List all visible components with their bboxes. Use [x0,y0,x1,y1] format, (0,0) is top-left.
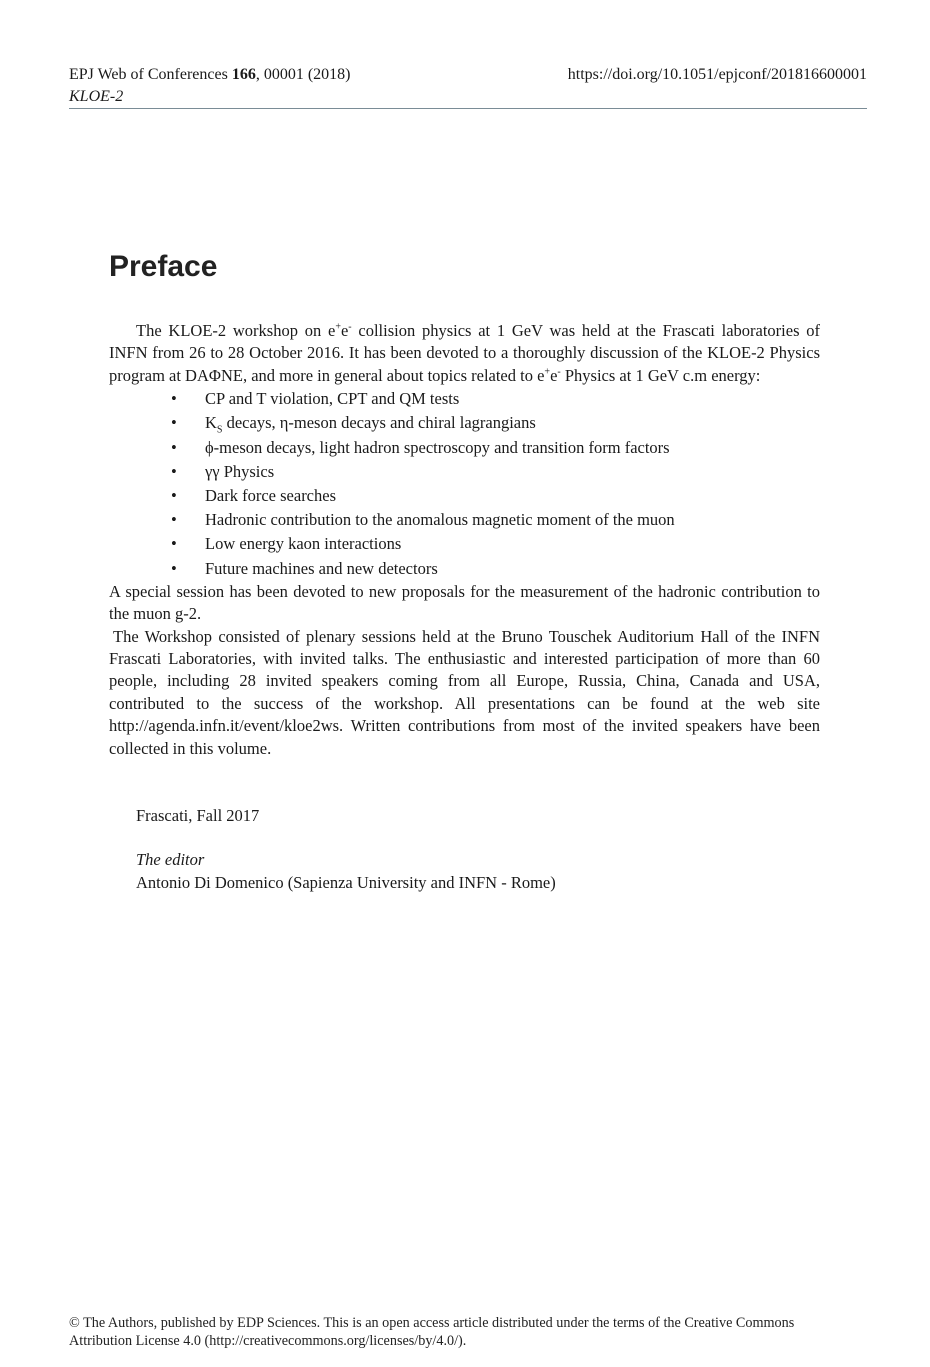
subscript-s: S [216,424,223,436]
topic-text: decays, η-meson decays and chiral lagrangians [222,413,536,433]
workshop-paragraph: The Workshop consisted of plenary sessions held at the Bruno Touschek Auditorium Hall of the INFN Frascati Laboratories, with invited talks. The enthusiastic and interested participation of more than 60 people, including 28 invited speakers coming from all Europe, Russia, China, Canada and USA, contributed to the success of the workshop. All presentations can be found at the web site http://agenda.infn.it/event/kloe2ws. Written contributions from most of the invited speakers have been collected in this volume. [109,626,820,758]
preface-body [109,320,820,760]
header-divider [69,108,867,109]
topics-list [109,387,820,581]
page-header [69,64,867,108]
topic-text: Future machines and new detectors [205,558,438,578]
list-item [109,484,820,508]
page-title: Preface [109,250,218,283]
superscript-plus: + [544,366,551,378]
bullet-icon: • [171,437,177,457]
bullet-icon: • [171,558,177,578]
list-item [109,387,820,411]
bullet-icon: • [171,485,177,505]
editor-name: Antonio Di Domenico (Sapienza University and INFN - Rome) [136,873,556,892]
special-session-paragraph: A special session has been devoted to new proposals for the measurement of the hadronic contribution to the muon g-2. [109,581,820,624]
journal-volume: 166 [231,66,256,83]
license-footer [69,1314,867,1350]
topic-text: γγ Physics [205,461,275,481]
bullet-icon: • [171,510,177,530]
list-item [109,508,820,532]
intro-text-2: e [340,321,349,340]
superscript-plus: + [335,321,341,333]
place-date: Frascati, Fall 2017 [136,806,260,825]
running-title: KLOE-2 [69,88,124,105]
superscript-minus: - [557,366,561,378]
topic-text: Low energy kaon interactions [205,534,402,554]
intro-text-4: e [550,365,558,385]
list-item [109,411,820,435]
header-row [69,64,867,86]
license-line-2: Attribution License 4.0 (http://creativecommons.org/licenses/by/4.0/). [69,1333,467,1349]
topic-text: Hadronic contribution to the anomalous magnetic moment of the muon [205,510,675,530]
bullet-icon: • [171,461,177,481]
license-line-1: © The Authors, published by EDP Sciences. This is an open access article distributed under the terms of the Creative Commons [69,1315,795,1331]
bullet-icon: • [171,389,177,409]
list-item [109,557,820,581]
list-item [109,532,820,556]
topic-text: ϕ-meson decays, light hadron spectroscopy and transition form factors [205,437,670,457]
intro-paragraph [109,320,820,387]
bullet-icon: • [171,534,177,554]
bullet-icon: • [171,413,177,433]
article-number-year: , 00001 (2018) [255,66,351,83]
topic-text: Dark force searches [205,485,337,505]
intro-text-5: Physics at 1 GeV c.m energy: [560,365,761,385]
intro-text-1: The KLOE-2 workshop on e [136,321,336,340]
editor-role: The editor [136,850,205,869]
topic-text: CP and T violation, CPT and QM tests [205,389,460,409]
journal-citation [69,64,350,86]
list-item [109,460,820,484]
journal-name: EPJ Web of Conferences [69,66,232,83]
list-item [109,436,820,460]
topic-text: K [205,413,217,433]
superscript-minus: - [348,321,352,333]
doi-link[interactable]: https://doi.org/10.1051/epjconf/201816600001 [567,66,867,83]
intro-text-3: collision physics at 1 GeV was held at the Frascati laboratories of INFN from 26 to 28 October 2016. It has been devoted to a thoroughly discussion of the KLOE-2 Physics program at DAΦNE, and more in general about topics related to e [109,321,820,385]
